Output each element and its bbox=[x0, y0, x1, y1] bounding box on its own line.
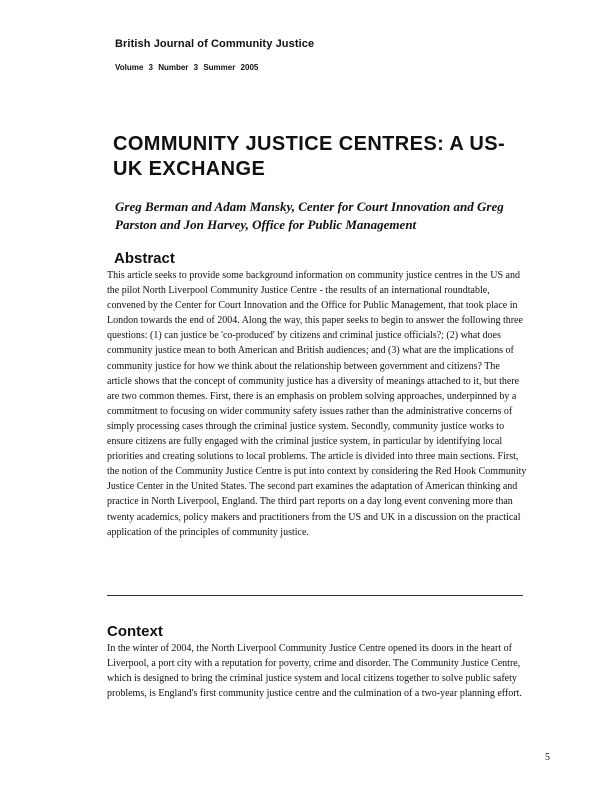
article-authors: Greg Berman and Adam Mansky, Center for Court Innovation and Greg Parston and Jon Harvey, Office for Public Management bbox=[115, 199, 504, 232]
context-text: In the winter of 2004, the North Liverpool Community Justice Centre opened its doors in the heart of Liverpool, a port city with a reputation for poverty, crime and disorder. The Community Justice Centre, which is designed to bring the criminal justice system and local citizens together to solve public safety problems, is England's first community justice centre and the culmination of a two-year planning effort. bbox=[107, 643, 522, 700]
journal-name: British Journal of Community Justice bbox=[115, 38, 315, 50]
article-title: COMMUNITY JUSTICE CENTRES: A US-UK EXCHANGE bbox=[113, 133, 506, 180]
abstract-heading: Abstract bbox=[114, 250, 175, 267]
context-heading: Context bbox=[107, 623, 163, 640]
page-number: 5 bbox=[545, 752, 550, 763]
abstract-text: This article seeks to provide some background information on community justice centres in the US and the pilot North Liverpool Community Justice Centre - the results of an international roundtable, convened by the Center for Court Innovation and the Office for Public Management, that took place in London towards the end of 2004. Along the way, this paper seeks to begin to answer the following three questions: (1) can justice be 'co-produced' by citizens and criminal justice officials?; (2) what does community justice mean to both American and British audiences; and (3) what are the implications of community justice for how we think about the relationship between government and citizens? The article shows that the concept of community justice has a diversity of meanings attached to it, but there are two common themes. First, there is an emphasis on problem solving approaches, underpinned by a commitment to focusing on wider community safety issues rather than the administrative concerns of simply processing cases through the criminal justice system. Secondly, community justice works to ensure citizens are fully engaged with the criminal justice system, in particular by identifying local priorities and creating solutions to local problems. The article is divided into three main sections. First, the notion of the Community Justice Centre is put into context by considering the Red Hook Community Justice Center in the United States. The second part examines the adaptation of American thinking and practice in North Liverpool, England. The third part reports on a day long event convening more than twenty academics, policy makers and practitioners from the US and UK in a discussion on the practical application of the principles of community justice. bbox=[107, 270, 527, 538]
section-divider bbox=[107, 595, 523, 596]
issue-info: Volume 3 Number 3 Summer 2005 bbox=[115, 63, 259, 72]
